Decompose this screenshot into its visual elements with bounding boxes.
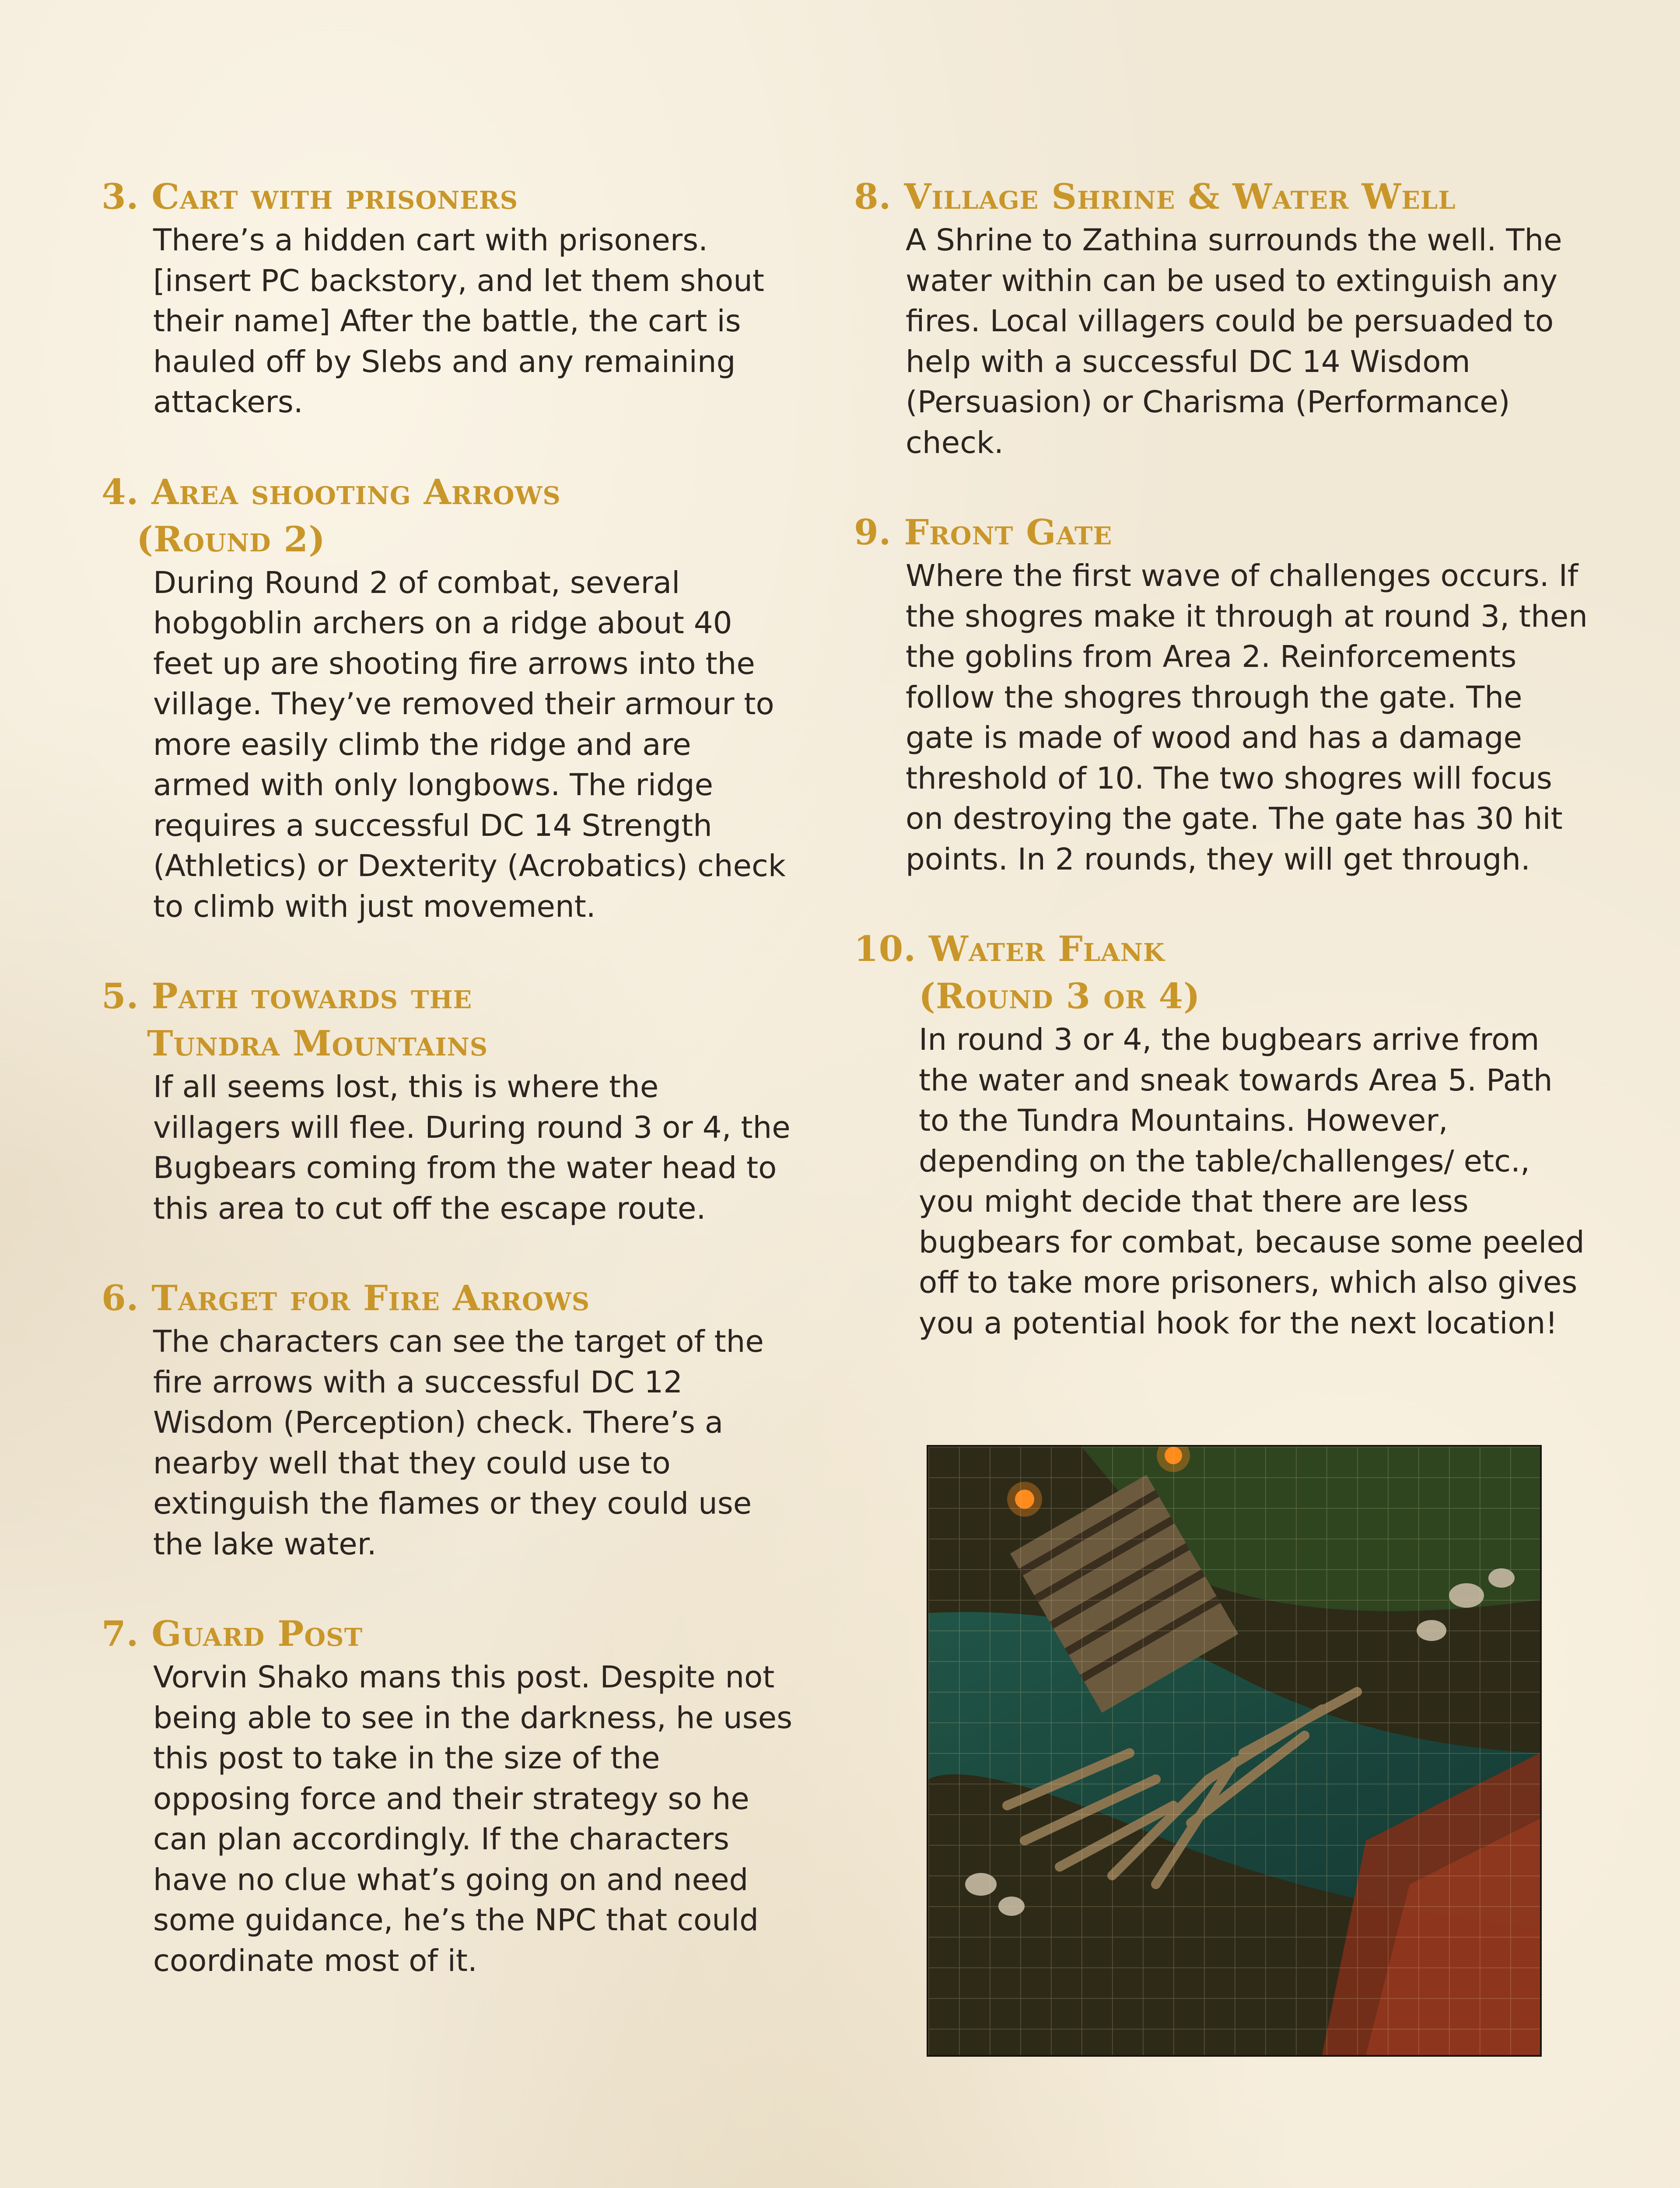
- heading-text: 9. Front Gate: [854, 512, 1113, 553]
- heading-text: 4. Area shooting Arrows: [102, 471, 561, 512]
- heading-text: 5. Path towards the: [102, 975, 472, 1017]
- section-heading: [854, 925, 1589, 1020]
- section-front-gate: [854, 508, 1589, 880]
- heading-continuation: Tundra Mountains: [147, 1023, 488, 1064]
- section-body: In round 3 or 4, the bugbears arrive from the water and sneak towards Area 5. Path to the Tundra Mountains. However, depending on the table/challenges/ etc., you might decide that there are less bugbears for combat, because some peeled off to take more prisoners, which also gives you a potential hook for the next location!: [919, 1022, 1585, 1341]
- section-village-shrine: [854, 173, 1589, 463]
- battle-map-art: [928, 1447, 1540, 2055]
- section-heading: [854, 508, 1589, 556]
- section-target-fire-arrows: [102, 1274, 793, 1564]
- section-heading: [854, 173, 1589, 220]
- section-guard-post: [102, 1610, 793, 1981]
- section-heading: [102, 1274, 793, 1322]
- section-area-shooting-arrows: [102, 468, 793, 927]
- section-heading: [102, 468, 793, 563]
- section-heading: [102, 972, 793, 1067]
- heading-text: 6. Target for Fire Arrows: [102, 1277, 590, 1318]
- battle-map-image: [927, 1445, 1542, 2057]
- heading-continuation: (Round 2): [136, 518, 326, 560]
- section-body: The characters can see the target of the fire arrows with a successful DC 12 Wisdom (Perception) check. There’s a nearby well that they could use to extinguish the flames or they could use the lake water.: [153, 1324, 764, 1562]
- section-body: A Shrine to Zathina surrounds the well. The water within can be used to extinguish any fires. Local villagers could be persuaded to help with a successful DC 14 Wisdom (Persuasion) or Charisma (Performance) check.: [906, 223, 1562, 460]
- section-body: During Round 2 of combat, several hobgoblin archers on a ridge about 40 feet up are shooting fire arrows into the village. They’ve removed their armour to more easily climb the ridge and are armed with only longbows. The ridge requires a successful DC 14 Strength (Athletics) or Dexterity (Acrobatics) check to climb with just movement.: [153, 565, 786, 924]
- right-column: [854, 173, 1589, 1389]
- section-body: Where the first wave of challenges occurs. If the shogres make it through at round 3, then the goblins from Area 2. Reinforcements follow the shogres through the gate. The gate is made of wood and has a damage threshold of 10. The two shogres will focus on destroying the gate. The gate has 30 hit points. In 2 rounds, they will get through.: [906, 558, 1588, 877]
- section-water-flank: [854, 925, 1589, 1343]
- section-path-tundra-mountains: [102, 972, 793, 1229]
- heading-text: 3. Cart with prisoners: [102, 176, 518, 217]
- left-column: [102, 173, 793, 2027]
- section-body: Vorvin Shako mans this post. Despite not being able to see in the darkness, he uses this post to take in the size of the opposing force and their strategy so he can plan accordingly. If the characters have no clue what’s going on and need some guidance, he’s the NPC that could coordinate most of it.: [153, 1660, 793, 1978]
- section-heading: [102, 173, 793, 220]
- heading-text: 10. Water Flank: [854, 928, 1165, 969]
- section-cart-with-prisoners: [102, 173, 793, 423]
- section-heading: [102, 1610, 793, 1657]
- section-body: There’s a hidden cart with prisoners. [insert PC backstory, and let them shout their name] After the battle, the cart is hauled off by Slebs and any remaining attackers.: [153, 223, 764, 420]
- section-body: If all seems lost, this is where the villagers will flee. During round 3 or 4, the Bugbears coming from the water head to this area to cut off the escape route.: [153, 1069, 791, 1226]
- heading-text: 7. Guard Post: [102, 1613, 363, 1654]
- heading-continuation: (Round 3 or 4): [919, 975, 1200, 1017]
- heading-text: 8. Village Shrine & Water Well: [854, 176, 1456, 217]
